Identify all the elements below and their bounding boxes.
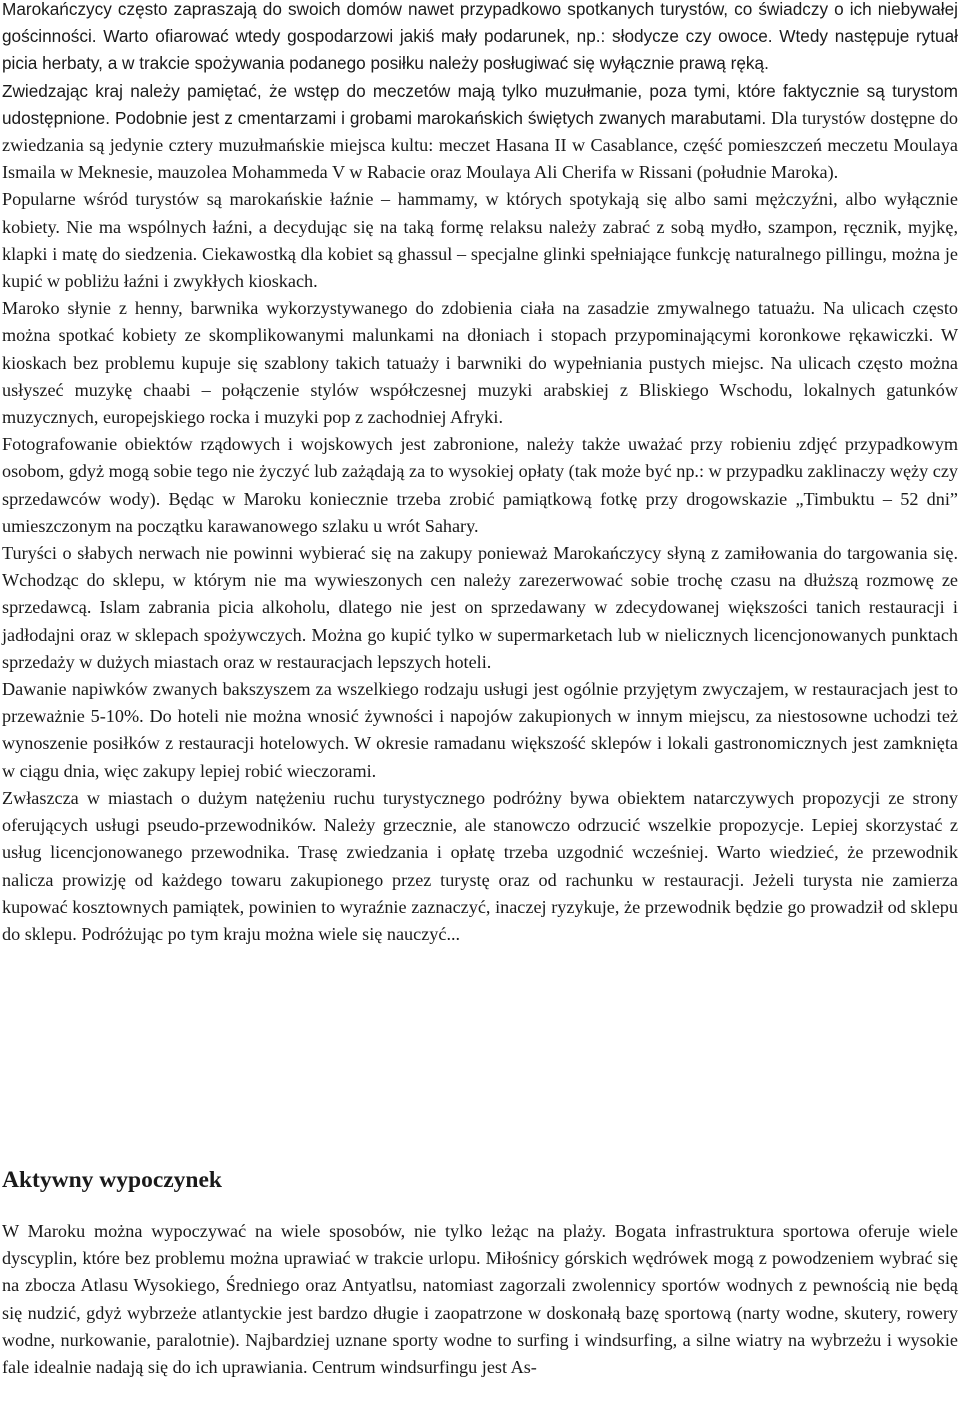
paragraph-hospitality: Marokańczycy często zapraszają do swoich domów nawet przypadkowo spotkanych turystów, co świadczy o ich niebywałej gościnności. Warto ofiarować wtedy gospodarzowi jakiś mały podarunek, np.: słodycze czy owoce. Wtedy następuje rytuał picia herbaty, a w trakcie spożywania podanego posiłku należy posługiwać się wyłącznie prawą ręką.	[2, 0, 958, 74]
paragraph-tipping: Dawanie napiwków zwanych bakszyszem za wszelkiego rodzaju usługi jest ogólnie przyjętym zwyczajem, w restauracjach jest to przeważnie 5-10%. Do hoteli nie można wnosić żywności i napojów zakupionych w innym miejscu, za niestosowne uchodzi też wynoszenie posiłków z restauracji hotelowych. W okresie ramadanu większość sklepów i lokali gastronomicznych jest zamknięta w ciągu dnia, więc zakupy lepiej robić wieczorami.	[2, 679, 958, 781]
paragraph-shopping: Turyści o słabych nerwach nie powinni wybierać się na zakupy ponieważ Marokańczycy słyną z zamiłowania do targowania się. Wchodząc do sklepu, w którym nie ma wywieszonych cen należy zarezerwować sobie trochę czasu na dłuższą rozmowę ze sprzedawcą. Islam zabrania picia alkoholu, dlatego nie jest on sprzedawany w zdecydowanej większości tanich restauracji i jadłodajni oraz w sklepach spożywczych. Można go kupić tylko w supermarketach lub w nielicznych licencjonowanych punktach sprzedaży w dużych miastach oraz w restauracjach lepszych hoteli.	[2, 543, 958, 672]
section-active-leisure	[0, 1218, 960, 1381]
paragraph-hammams: Popularne wśród turystów są marokańskie łaźnie – hammamy, w których spotykają się albo sami mężczyźni, albo wyłącznie kobiety. Nie ma wspólnych łaźni, a decydując się na taką formę relaksu należy zabrać z sobą mydło, szampon, ręcznik, myjkę, klapki i matę do siedzenia. Ciekawostką dla kobiet są ghassul – specjalne glinki spełniające funkcję naturalnego pillingu, można je kupić w pobliżu łaźni i zwykłych kioskach.	[2, 189, 958, 292]
paragraph-mosques-intro: Zwiedzając kraj należy pamiętać, że wstęp do meczetów mają tylko muzułmanie, poza tymi, które faktycznie są turystom udostępnione. Podobnie jest z cmentarzami i grobami marokańskich świętych zwanych marabutami.	[2, 80, 958, 128]
section-heading-active-leisure: Aktywny wypoczynek	[2, 1167, 223, 1193]
paragraph-active-leisure: W Maroku można wypoczywać na wiele sposobów, nie tylko leżąc na plaży. Bogata infrastruktura sportowa oferuje wiele dyscyplin, które bez problemu można uprawiać w trakcie urlopu. Miłośnicy górskich wędrówek mogą z powodzeniem wybrać się na zbocza Atlasu Wysokiego, Średniego oraz Antyatlsu, natomiast zagorzali zwolennicy sportów wodnych z pewnością nie będą się nudzić, gdyż wybrzeże atlantyckie jest bardzo długie i zaopatrzone w doskonałą bazę sportową (narty wodne, skutery, rowery wodne, nurkowanie, paralotnie). Najbardziej uznane sporty wodne to surfing i windsurfing, a silne wiatry na wybrzeżu i wysokie fale idealnie nadają się do ich uprawiania. Centrum windsurfingu jest As-	[2, 1221, 958, 1378]
paragraph-guides: Zwłaszcza w miastach o dużym natężeniu ruchu turystycznego podróżny bywa obiektem natarczywych propozycji ze strony oferujących usługi pseudo-przewodników. Należy grzecznie, ale stanowczo odrzucić wszelkie propozycje. Lepiej skorzystać z usług licencjonowanego przewodnika. Trasę zwiedzania i opłatę trzeba uzgodnić wcześniej. Warto wiedzieć, że przewodnik nalicza prowizję od każdego towaru zakupionego przez turystę oraz od rachunku w restauracji. Jeżeli turysta nie zamierza kupować kosztownych pamiątek, powinien to wyraźnie zaznaczyć, inaczej ryzykuje, że przewodnik będzie go prowadził od sklepu do sklepu. Podróżując po tym kraju można wiele się nauczyć...	[2, 787, 958, 944]
paragraph-mosques	[2, 78, 958, 187]
paragraph-mosques-list: Dla turystów dostępne do zwiedzania są jedynie cztery muzułmańskie miejsca kultu: meczet Hasana II w Casablance, część pomieszczeń meczetu Moulaya Ismaila w Meknesie, mauzolea Mohammeda V w Rabacie oraz Moulaya Ali Cherifa w Rissani (południe Maroka).	[2, 107, 958, 183]
paragraph-henna: Maroko słynie z henny, barwnika wykorzystywanego do zdobienia ciała na zasadzie zmywalnego tatuażu. Na ulicach często można spotkać kobiety ze skomplikowanymi malunkami na dłoniach i stopach przypominającymi koronkowe rękawiczki. W kioskach bez problemu kupuje się szablony takich tatuaży i barwniki do wypełniania pustych miejsc. Na ulicach często można usłyszeć muzykę chaabi – połączenie stylów współczesnej muzyki arabskiej z Bliskiego Wschodu, lokalnych gatunków muzycznych, europejskiego rocka i muzyki pop z zachodniej Afryki.	[2, 298, 958, 428]
paragraph-photography: Fotografowanie obiektów rządowych i wojskowych jest zabronione, należy także uważać przy robieniu zdjęć przypadkowym osobom, gdyż mogą sobie tego nie życzyć lub zażądają za to wysokiej opłaty (tak może być np.: w przypadku zaklinaczy węży czy sprzedawców wody). Będąc w Maroku koniecznie trzeba zrobić pamiątkową fotkę przy drogowskazie „Timbuktu – 52 dni” umieszczonym na początku karawanowego szlaku u wrót Sahary.	[2, 434, 959, 536]
